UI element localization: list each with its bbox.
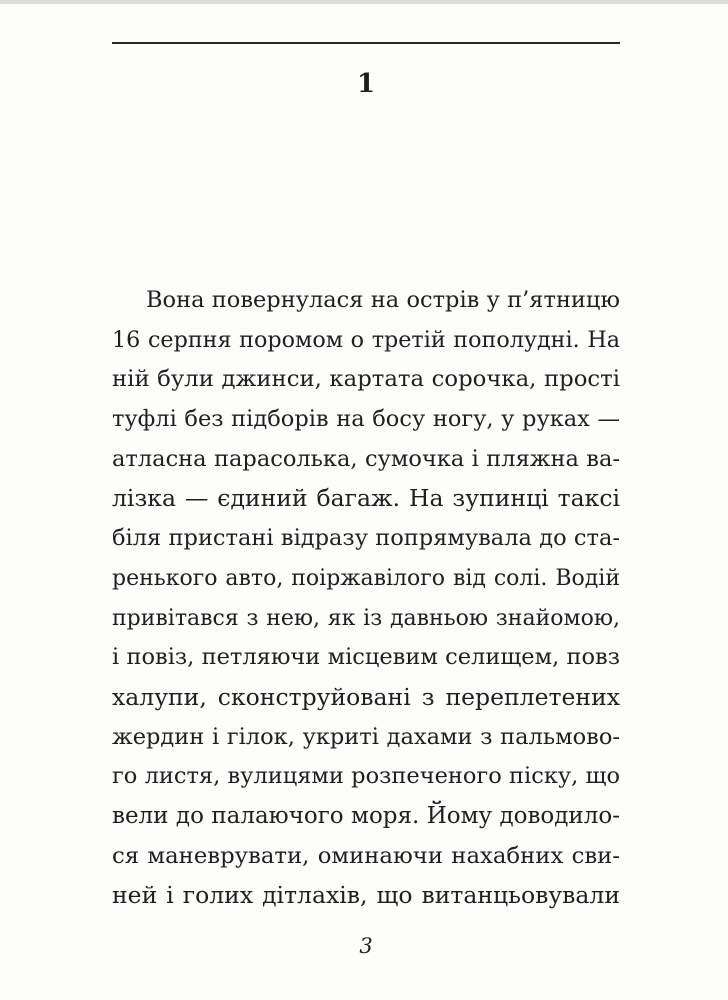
text-line: ся маневрувати, оминаючи нахабних сви- bbox=[112, 842, 620, 869]
text-line: атласна парасолька, сумочка і пляжна ва- bbox=[112, 445, 620, 472]
chapter-number: 1 bbox=[356, 69, 376, 99]
text-line: вели до палаючого моря. Йому доводило- bbox=[112, 802, 620, 829]
body-paragraph bbox=[112, 281, 620, 916]
text-line: ренького авто, поіржавілого від солі. Водій bbox=[112, 565, 620, 591]
text-line: лізка — єдиний багаж. На зупинці таксі bbox=[112, 484, 620, 513]
text-line: жердин і гілок, укриті дахами з пальмово- bbox=[112, 723, 620, 750]
text-line: і повіз, петляючи місцевим селищем, повз bbox=[112, 644, 620, 671]
chapter-rule bbox=[112, 42, 620, 44]
text-line: привітався з нею, як із давньою знайомою, bbox=[112, 605, 620, 631]
text-line: Вона повернулася на острів у п’ятницю bbox=[146, 287, 620, 313]
text-line: туфлі без підборів на босу ногу, у руках — bbox=[112, 406, 620, 433]
text-line: халупи, сконструйовані з переплетених bbox=[112, 682, 620, 711]
text-line: 16 серпня поромом о третій пополудні. На bbox=[112, 326, 620, 353]
text-line: го листя, вулицями розпеченого піску, що bbox=[112, 763, 620, 790]
text-line: ней і голих дітлахів, що витанцьовували bbox=[112, 881, 620, 910]
text-line: біля пристані відразу попрямувала до ста- bbox=[112, 525, 620, 552]
page-top-edge bbox=[0, 0, 728, 4]
page-number: 3 bbox=[359, 934, 373, 958]
text-line: ній були джинси, картата сорочка, прості bbox=[112, 366, 620, 393]
